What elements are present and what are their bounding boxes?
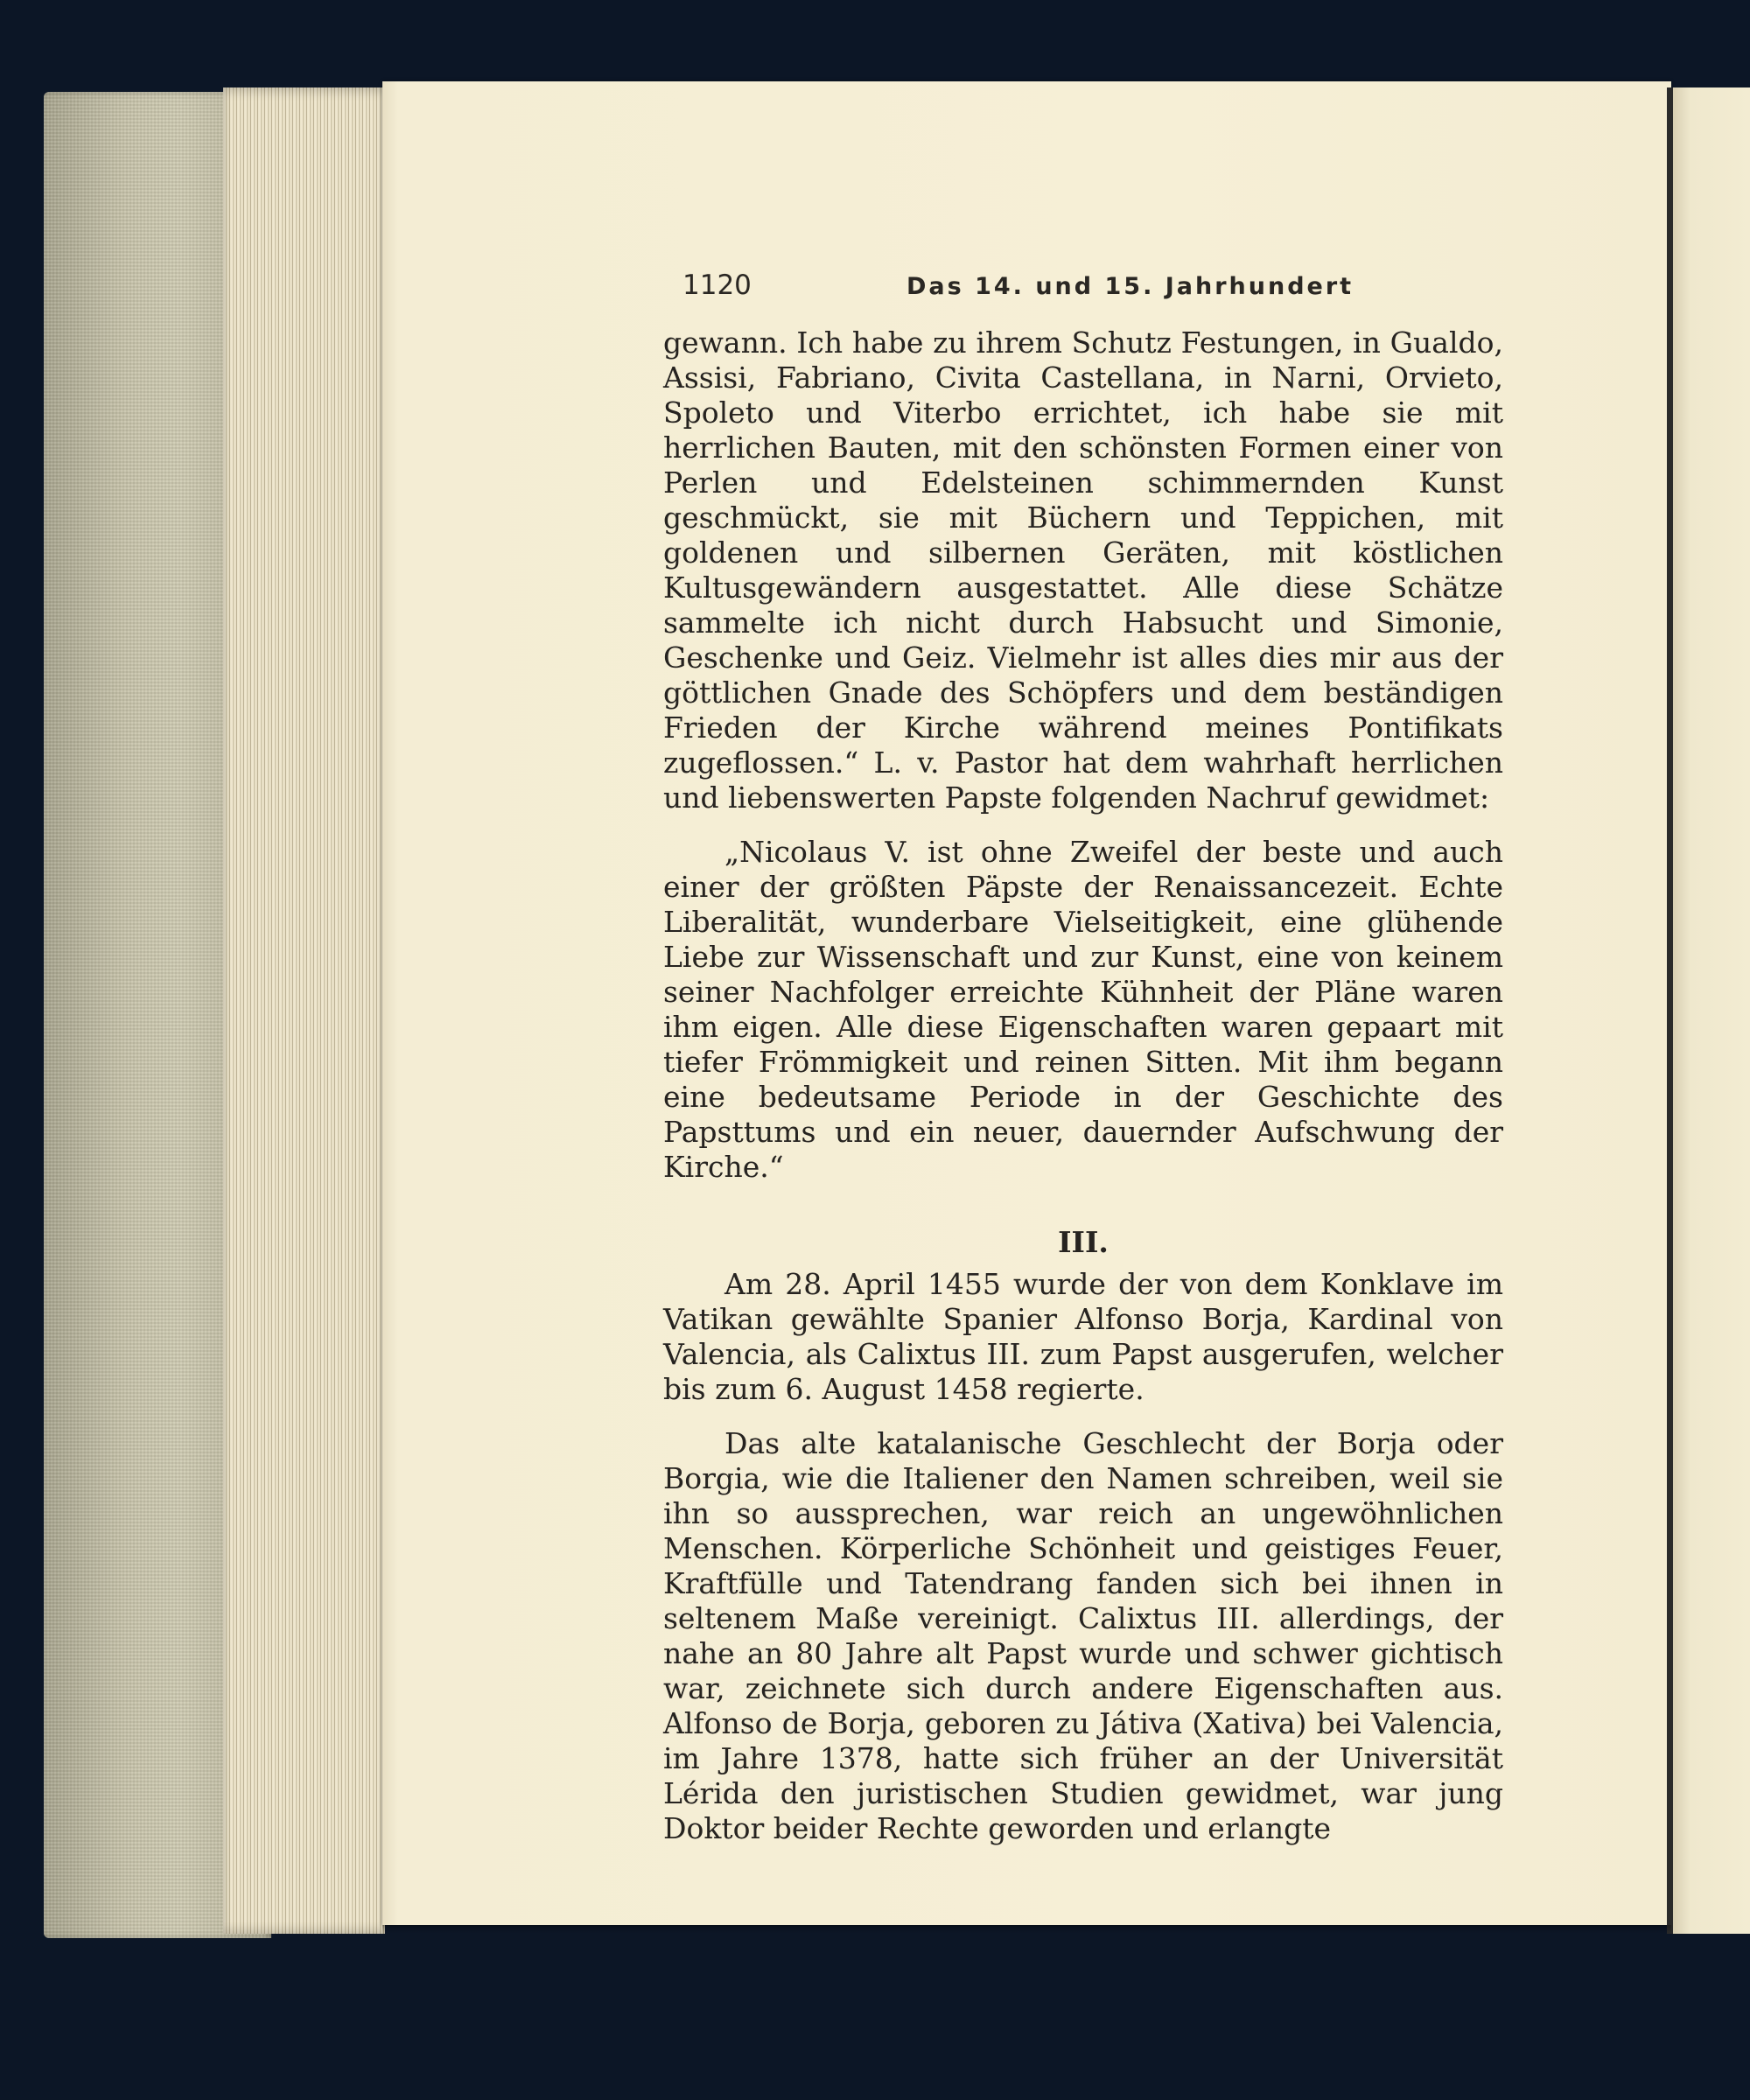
facing-page-edge xyxy=(1673,88,1750,1934)
page-number: 1120 xyxy=(682,270,752,301)
page-content xyxy=(663,262,1503,1846)
running-head xyxy=(663,262,1503,315)
page-stack-edges xyxy=(223,88,385,1934)
paragraph-2: Am 28. April 1455 wurde der von dem Konklave im Vatikan gewählte Spanier Alfonso Borja, Kardinal von Valencia, als Calixtus III. zum Papst ausgerufen, welcher bis zum 6. August 1458 regierte. xyxy=(663,1267,1503,1406)
page-bottom-shadow xyxy=(382,1925,1671,1934)
running-head-title: Das 14. und 15. Jahrhundert xyxy=(906,273,1354,300)
paragraph-1: gewann. Ich habe zu ihrem Schutz Festungen, in Gualdo, Assisi, Fabriano, Civita Castellana, in Narni, Orvieto, Spoleto und Viterbo errichtet, ich habe sie mit herrlichen Bauten, mit den schönsten Formen einer von Perlen und Edelsteinen schimmernden Kunst geschmückt, sie mit Büchern und Teppichen, mit goldenen und silbernen Geräten, mit köstlichen Kultusgewändern ausgestattet. Alle diese Schätze sammelte ich nicht durch Habsucht und Simonie, Geschenke und Geiz. Vielmehr ist alles dies mir aus der göttlichen Gnade des Schöpfers und dem beständigen Frieden der Kirche während meines Pontifikats zugeflossen.“ L. v. Pastor hat dem wahrhaft herrlichen und liebenswerten Papste folgenden Nachruf gewidmet: xyxy=(663,326,1503,815)
paragraph-3: Das alte katalanische Geschlecht der Borja oder Borgia, wie die Italiener den Namen schreiben, weil sie ihn so aussprechen, war reich an ungewöhnlichen Menschen. Körperliche Schönheit und geistiges Feuer, Kraftfülle und Tatendrang fanden sich bei ihnen in seltenem Maße vereinigt. Calixtus III. allerdings, der nahe an 80 Jahre alt Papst wurde und schwer gichtisch war, zeichnete sich durch andere Eigenschaften aus. Alfonso de Borja, geboren zu Játiva (Xativa) bei Valencia, im Jahre 1378, hatte sich früher an der Universität Lérida den juristischen Studien gewidmet, war jung Doktor beider Rechte geworden und erlangte xyxy=(663,1426,1503,1845)
quotation-block xyxy=(663,835,1503,1185)
section-heading: III. xyxy=(1058,1225,1109,1259)
quotation-text: „Nicolaus V. ist ohne Zweifel der beste und auch einer der größten Päpste der Renaissancezeit. Echte Liberalität, wunderbare Vielseitigkeit, eine glühende Liebe zur Wissenschaft und zur Kunst, eine von keinem seiner Nachfolger erreichte Kühnheit der Pläne waren ihm eigen. Alle diese Eigenschaften waren gepaart mit tiefer Frömmigkeit und reinen Sitten. Mit ihm begann eine bedeutsame Periode in der Geschichte des Papsttums und ein neuer, dauernder Aufschwung der Kirche.“ xyxy=(663,835,1503,1184)
